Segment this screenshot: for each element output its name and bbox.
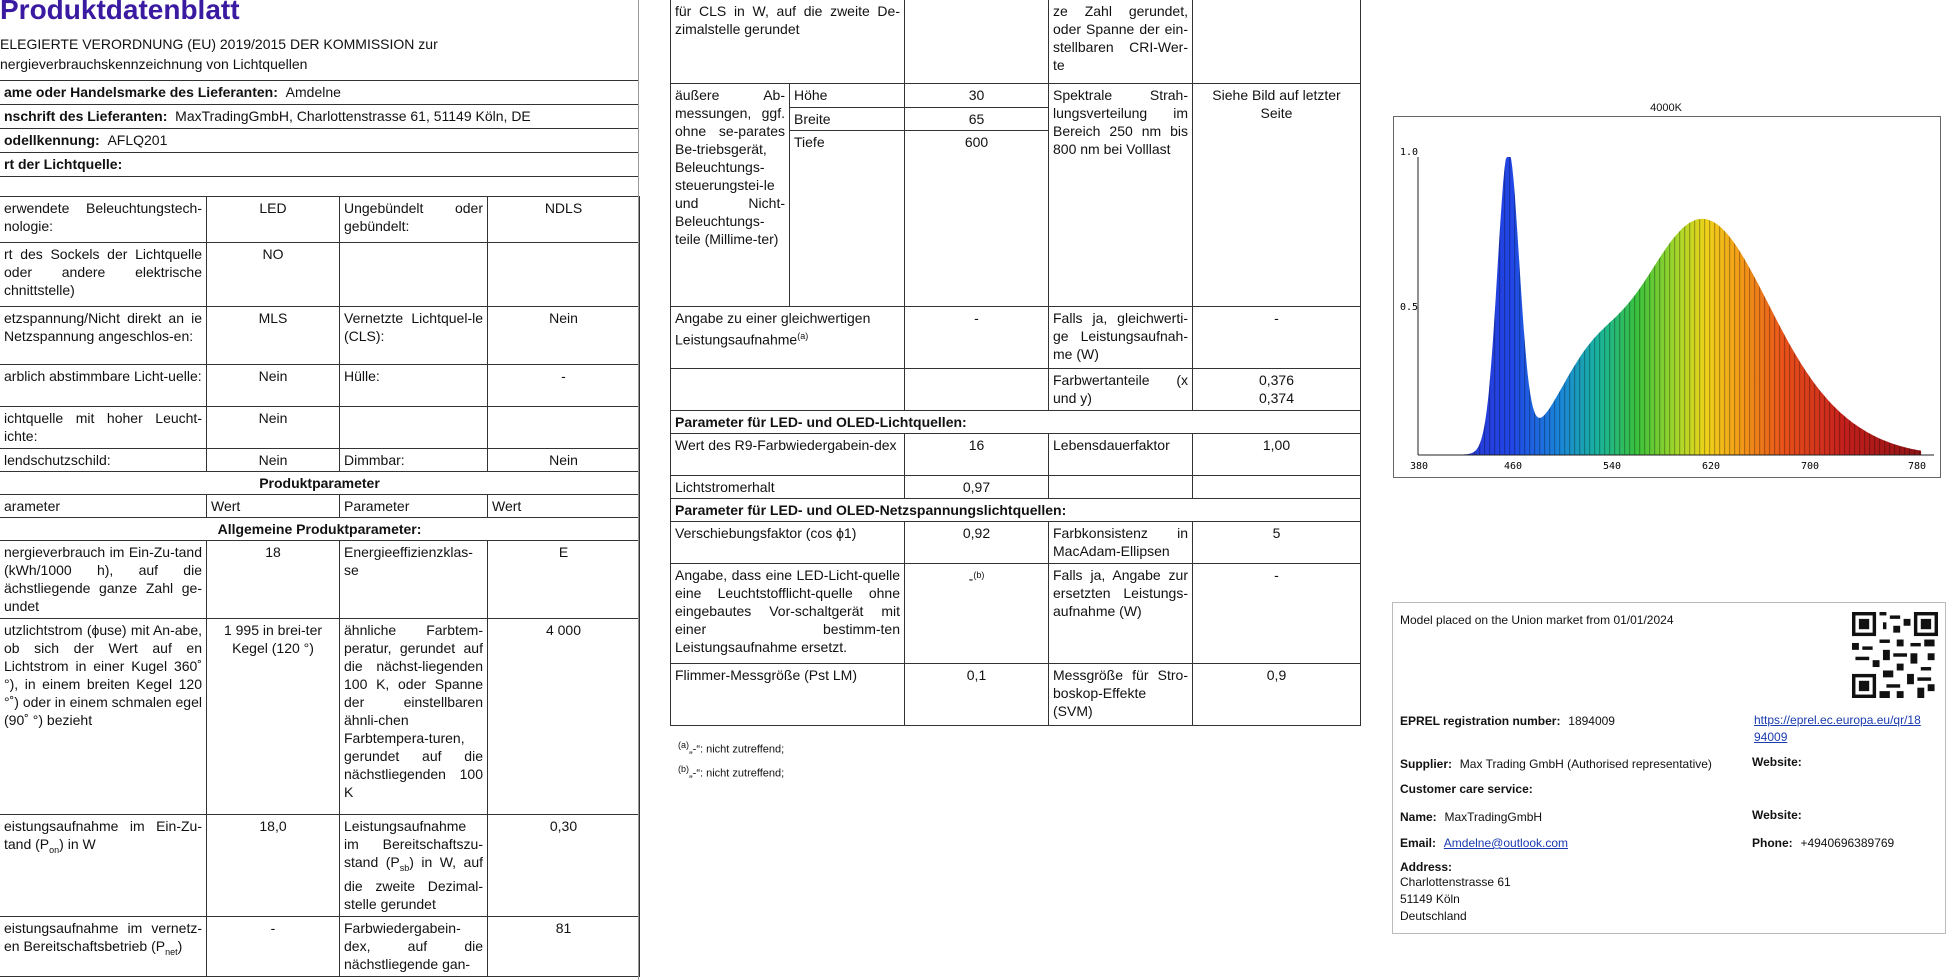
footnote-b: $^{(b)}$„-“: nicht zutreffend; [678,764,785,780]
cell-spectral-label: Spektrale Strah-lungsverteilung im Bereich 250 nm bis 800 nm bei Volllast [1049,84,1193,307]
cell-cap-value: NO [207,243,340,307]
cell-equivalent-power-w-label: Falls ja, gleichwerti-ge Leistungsaufnah-me (W) [1049,307,1193,369]
cell-cri-label: Farbwiedergabein-dex, auf die nächstliegende gan- [340,917,488,977]
cell-height-label: Höhe [790,84,905,108]
cell-cls-label: Vernetzte Lichtquel-le (CLS): [340,307,488,365]
supplier-table [0,80,639,177]
cell-cct-value: 4 000 [488,619,640,815]
model-id-row: odellkennung: AFLQ201 [0,129,639,153]
header-parameter: Parameter [340,495,488,518]
cell-empty [488,243,640,307]
address-line: 51149 Köln [1400,892,1460,906]
header-value: Wert [488,495,640,518]
cell-energy-class-value: E [488,541,640,619]
cell-width-label: Breite [790,108,905,131]
cell-survival-factor-label: Lebensdauerfaktor [1049,434,1193,476]
table-row [671,84,1361,108]
table-row [671,434,1361,476]
cell-colour-tunable-value: Nein [207,365,340,407]
cell-displacement-factor-label: Verschiebungsfaktor (cos ϕ1) [671,522,905,564]
cell-survival-factor-value: 1,00 [1193,434,1361,476]
subtitle-line-2: nergieverbrauchskennzeichnung von Lichtquellen [0,56,308,72]
cell-empty [671,369,905,411]
cell-cct-label: ähnliche Farbtem-peratur, gerundet auf die nächst-liegenden 100 K, oder Spanne der einstellbaren ähnli-chen Farbtempera-turen, gerundet auf die nächstliegenden 100 K [340,619,488,815]
cell-replaced-power-value: - [1193,564,1361,664]
table-section-row [0,518,640,541]
cell-directional-label: Ungebündelt oder gebündelt: [340,197,488,243]
cell-technology-value: LED [207,197,340,243]
cell-empty [905,369,1049,411]
cell-envelope-value: - [488,365,640,407]
cell-networked-standby-value: - [207,917,340,977]
spectrum-title: 4000K [1650,102,1682,114]
footnote-a: $^{(a)}$„-“: nicht zutreffend; [678,740,785,756]
cell-stroboscopic-label: Messgröße für Stro-boskop-Effekte (SVM) [1049,664,1193,726]
x-tick-label: 380 [1410,461,1429,472]
cell-empty [1193,0,1361,84]
cell-cri-value: 81 [488,917,640,977]
cell-r9-value: 16 [905,434,1049,476]
cell-energy-consumption-label: nergieverbrauch im Ein-Zu-tand (kWh/1000 h), auf die ächstliegende ganze Zahl ge-undet [0,541,207,619]
cell-depth-value: 600 [905,131,1049,307]
eprel-link[interactable]: https://eprel.ec.europa.eu/qr/18 94009 [1754,713,1921,744]
header-value: Wert [207,495,340,518]
y-tick-label: 1.0 [1400,147,1419,158]
cell-replaced-power-label: Falls ja, Angabe zur ersetzten Leistungs-aufnahme (W) [1049,564,1193,664]
page-divider [638,0,639,980]
email-link[interactable]: Amdelne@outlook.com [1443,836,1569,850]
left-parameter-table [0,196,640,977]
cell-width-value: 65 [905,108,1049,131]
table-row [671,476,1361,499]
page-title: Produktdatenblatt [0,0,240,25]
website-label: Website: [1752,755,1802,769]
website-label-2: Website: [1752,808,1802,822]
cell-empty [1049,476,1193,499]
cell-dimensions-label: äußere Ab-messungen, ggf. ohne se-parates Be-triebsgerät, Beleuchtungs-steuerungstei-le und Nicht-Beleuchtungs-teile (Millime-ter) [671,84,790,307]
table-row [671,664,1361,726]
table-row [0,307,640,365]
table-row [0,815,640,917]
address-line: Charlottenstrasse 61 [1400,875,1511,889]
light-source-type-row: rt der Lichtquelle: [0,153,639,177]
section-general-parameters: Allgemeine Produktparameter: [0,518,640,541]
cell-empty [905,0,1049,84]
cell-fluorescent-replacement-value: -$^{(b)}$ [905,564,1049,664]
x-tick-label: 700 [1801,461,1820,472]
spectrum-svg [1394,117,1940,477]
contact-email: Email: Amdelne@outlook.com [1400,836,1569,850]
cell-empty [340,407,488,449]
cell-networked-standby-cont: für CLS in W, auf die zweite De-zimalstelle gerundet [671,0,905,84]
cell-colour-consistency-label: Farbkonsistenz in MacAdam-Ellipsen [1049,522,1193,564]
table-row [0,197,640,243]
cell-chromaticity-value: 0,376 0,374 [1193,369,1361,411]
cell-spectral-value: Siehe Bild auf letzter Seite [1193,84,1361,307]
x-tick-label: 620 [1702,461,1721,472]
contact-phone: Phone: +4940696389769 [1752,836,1895,850]
cell-energy-consumption-value: 18 [207,541,340,619]
regulation-subtitle [0,34,500,74]
table-row [671,307,1361,369]
cell-luminous-flux-label: utzlichtstrom (ϕuse) mit An-abe, ob sich der Wert auf en Lichtstrom in einer Kugel 360˚ °), in einem breiten Kegel 120 °˚) oder in einem schmalen egel (90˚ °) bezieht [0,619,207,815]
cell-networked-standby-label: eistungsaufnahme im vernetz-en Bereitschaftsbetrieb $(P_{net})$ [0,917,207,977]
contact-address [1400,860,1511,925]
y-tick-label: 0.5 [1400,302,1419,313]
spectrum-chart [1393,116,1941,478]
customer-care-label: Customer care service: [1400,782,1533,796]
cell-envelope-label: Hülle: [340,365,488,407]
table-row [671,369,1361,411]
cell-lumen-maintenance-value: 0,97 [905,476,1049,499]
table-row [671,564,1361,664]
table-row [671,0,1361,84]
middle-parameter-table [670,0,1361,726]
cell-cri-cont: ze Zahl gerundet, oder Spanne der ein-stellbaren CRI-Wer-te [1049,0,1193,84]
cell-stroboscopic-value: 0,9 [1193,664,1361,726]
cell-energy-class-label: Energieeffizienzklas-se [340,541,488,619]
cell-standby-power-label: Leistungsaufnahme im Bereitschaftszu-stand $(P_{sb})$ in W, auf die zweite Dezimal-stelle gerundet [340,815,488,917]
contact-name: Name: MaxTradingGmbH [1400,810,1543,824]
supplier-info: Supplier: Max Trading GmbH (Authorised representative) [1400,757,1712,771]
cell-displacement-factor-value: 0,92 [905,522,1049,564]
table-section-row [0,472,640,495]
cell-glare-shield-value: Nein [207,449,340,472]
cell-cls-value: Nein [488,307,640,365]
cell-standby-power-value: 0,30 [488,815,640,917]
cell-colour-consistency-value: 5 [1193,522,1361,564]
table-row [0,407,640,449]
cell-chromaticity-label: Farbwertanteile (x und y) [1049,369,1193,411]
cell-glare-shield-label: lendschutzschild: [0,449,207,472]
subtitle-line-1: ELEGIERTE VERORDNUNG (EU) 2019/2015 DER KOMMISSION zur [0,36,438,52]
spectrum-stripes [1433,157,1921,455]
cell-mains-value: MLS [207,307,340,365]
cell-dimmable-value: Nein [488,449,640,472]
cell-lumen-maintenance-label: Lichtstromerhalt [671,476,905,499]
table-section-row [671,499,1361,522]
table-row [0,365,640,407]
cell-mains-label: etzspannung/Nicht direkt an ie Netzspannung angeschlos-en: [0,307,207,365]
cell-high-luminance-label: ichtquelle mit hoher Leucht-ichte: [0,407,207,449]
qr-code-icon[interactable] [1852,612,1938,698]
cell-cap-label: rt des Sockels der Lichtquelle oder andere elektrische chnittstelle) [0,243,207,307]
cell-fluorescent-replacement-label: Angabe, dass eine LED-Licht-quelle eine Leuchtstofflicht-quelle ohne eingebautes Vor-schaltgerät mit einer bestimm-ten Leistungsaufnahme ersetzt. [671,564,905,664]
address-line: Deutschland [1400,909,1467,923]
x-tick-label: 780 [1908,461,1927,472]
table-header-row [0,495,640,518]
table-row [0,449,640,472]
eprel-registration: EPREL registration number: 1894009 [1400,714,1615,728]
cell-equivalent-power-value: - [905,307,1049,369]
cell-flicker-label: Flimmer-Messgröße (Pst LM) [671,664,905,726]
cell-depth-label: Tiefe [790,131,905,307]
table-row [0,541,640,619]
cell-height-value: 30 [905,84,1049,108]
cell-high-luminance-value: Nein [207,407,340,449]
market-date-text: Model placed on the Union market from 01/01/2024 [1400,613,1674,627]
section-product-parameters: Produktparameter [0,472,640,495]
table-row [0,619,640,815]
cell-flicker-value: 0,1 [905,664,1049,726]
cell-directional-value: NDLS [488,197,640,243]
cell-colour-tunable-label: arblich abstimmbare Licht-uelle: [0,365,207,407]
table-row [0,917,640,977]
cell-dimmable-label: Dimmbar: [340,449,488,472]
cell-empty [340,243,488,307]
table-row [671,522,1361,564]
address-label: Address: [1400,860,1453,874]
cell-equivalent-power-label: Angabe zu einer gleichwertigen Leistungsaufnahme$^{(a)}$ [671,307,905,369]
cell-luminous-flux-value: 1 995 in brei-ter Kegel (120 °) [207,619,340,815]
cell-empty [1193,476,1361,499]
header-parameter: arameter [0,495,207,518]
cell-empty [488,407,640,449]
cell-r9-label: Wert des R9-Farbwiedergabein-dex [671,434,905,476]
supplier-name-row: ame oder Handelsmarke des Lieferanten: Amdelne [0,81,639,105]
cell-on-mode-power-label: eistungsaufnahme im Ein-Zu-tand $(P_{on})$ in W [0,815,207,917]
table-section-row [671,411,1361,434]
supplier-address-row: nschrift des Lieferanten: MaxTradingGmbH, Charlottenstrasse 61, 51149 Köln, DE [0,105,639,129]
cell-technology-label: erwendete Beleuchtungstech-nologie: [0,197,207,243]
x-tick-label: 540 [1603,461,1622,472]
section-led-parameters: Parameter für LED- und OLED-Lichtquellen: [671,411,1361,434]
section-mains-led-parameters: Parameter für LED- und OLED-Netzspannungslichtquellen: [671,499,1361,522]
x-tick-label: 460 [1504,461,1523,472]
table-row [0,243,640,307]
cell-equivalent-power-w-value: - [1193,307,1361,369]
cell-on-mode-power-value: 18,0 [207,815,340,917]
